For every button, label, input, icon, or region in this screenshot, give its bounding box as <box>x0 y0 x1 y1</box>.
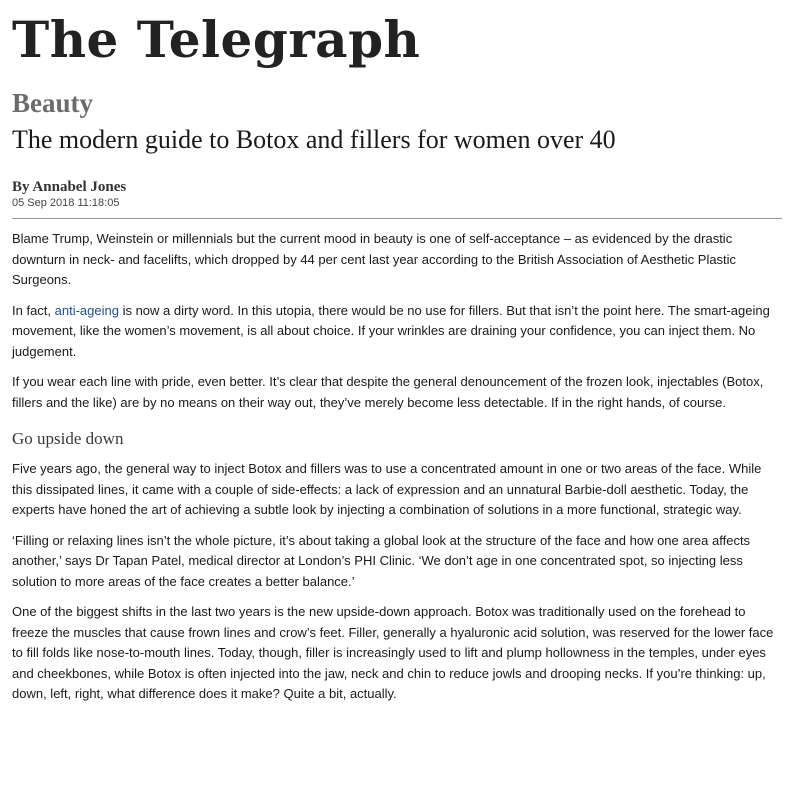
author-byline: By Annabel Jones <box>12 179 127 195</box>
header-divider <box>12 218 782 219</box>
paragraph-text: is now a dirty word. In this utopia, there would be no use for fillers. But that isn’t the point here. The smart-ageing movement, like the women’s movement, is all about choice. If your wrinkles are draining your confidence, you can inject them. No judgement. <box>12 302 770 359</box>
section-label[interactable]: Beauty <box>12 88 93 118</box>
paragraph <box>12 301 782 363</box>
paragraph: If you wear each line with pride, even better. It’s clear that despite the general denouncement of the frozen look, injectables (Botox, fillers and the like) are by no means on their way out, they’ve merely become less detectable. If in the right hands, of course. <box>12 374 764 410</box>
paragraph-text: In fact, <box>12 302 55 318</box>
anti-ageing-link[interactable]: anti-ageing <box>54 302 119 318</box>
article-headline: The modern guide to Botox and fillers for women over 40 <box>12 125 616 154</box>
article-body <box>12 229 782 705</box>
section-subheading: Go upside down <box>12 429 124 448</box>
paragraph: Five years ago, the general way to inject Botox and fillers was to use a concentrated amount in one or two areas of the face. While this dissipated lines, it came with a couple of side-effects: a lack of expression and an unnatural Barbie-doll aesthetic. Today, the experts have honed the art of achieving a subtle look by injecting a combination of solutions in a more functional, strategic way. <box>12 461 762 517</box>
publish-date: 05 Sep 2018 11:18:05 <box>12 197 120 209</box>
masthead-logo[interactable]: The Telegraph <box>12 10 421 69</box>
paragraph: Blame Trump, Weinstein or millennials but the current mood in beauty is one of self-acceptance – as evidenced by the drastic downturn in neck- and facelifts, which dropped by 44 per cent last year according to the British Association of Aesthetic Plastic Surgeons. <box>12 231 737 287</box>
paragraph: One of the biggest shifts in the last two years is the new upside-down approach. Botox was traditionally used on the forehead to freeze the muscles that cause frown lines and crow’s feet. Filler, generally a hyaluronic acid solution, was reserved for the lower face to fill folds like nose-to-mouth lines. Today, though, filler is increasingly used to lift and plump hollowness in the temples, under eyes and cheekbones, while Botox is often injected into the jaw, neck and chin to reduce jowls and drooping necks. If you’re thinking: up, down, left, right, what difference does it make? Quite a bit, actually. <box>12 604 774 701</box>
paragraph: ‘Filling or relaxing lines isn’t the whole picture, it’s about taking a global look at the structure of the face and how one area affects another,’ says Dr Tapan Patel, medical director at London’s PHI Clinic. ‘We don’t age in one concentrated spot, so injecting less solution to more areas of the face creates a better balance.’ <box>12 532 751 589</box>
